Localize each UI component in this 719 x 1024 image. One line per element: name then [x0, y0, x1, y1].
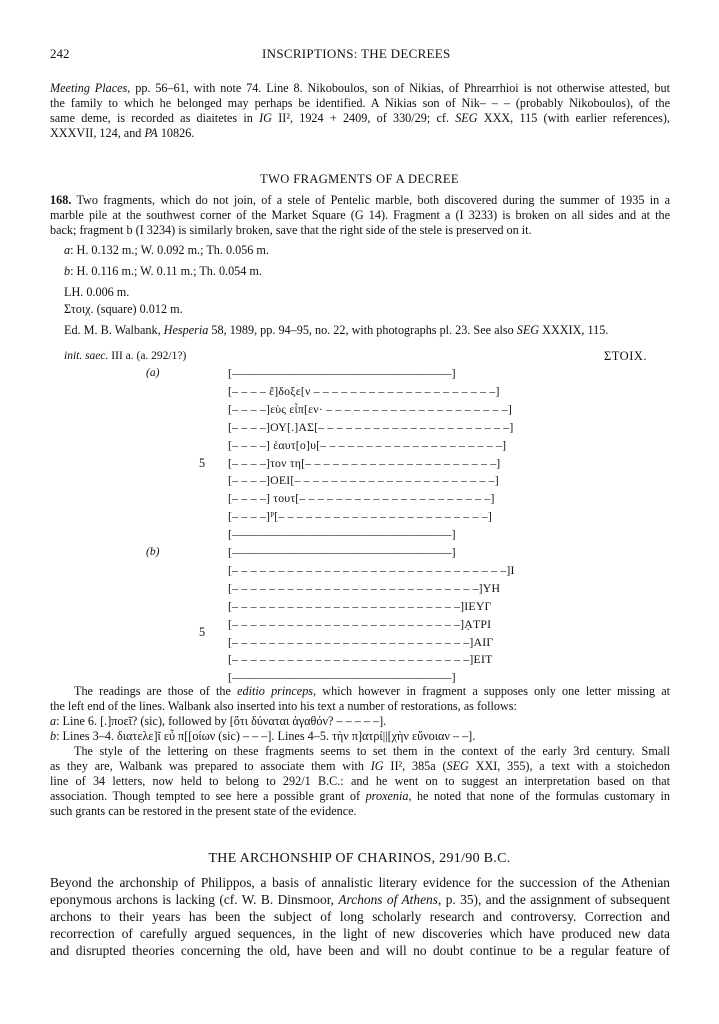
fragment-a-line: [––––––––––––––––––––––––––––––––––––]: [228, 527, 456, 542]
intro-line-3: same deme, is recorded as diaitetes in IG II², 1924 + 2409, of 330/29; cf. SEG XXX, 115 (with earlier references),: [50, 111, 670, 125]
charinos-line-5: and disrupted theories concerning the old, have been and will no doubt continue to be a regular feature of: [50, 943, 670, 958]
fragment-b-line: [– – – – – – – – – – – – – – – – – – – – – – – – –]ẠΤΡΙ: [228, 616, 492, 631]
letter-height: LH. 0.006 m.: [64, 285, 130, 299]
fragment-a-line: [– – – –]ΟΥ[.]ΑΣ[– – – – – – – – – – – – – – – – – – – – –]: [228, 419, 514, 434]
page-number: 242: [50, 46, 70, 61]
fragment-b-label: (b): [146, 546, 160, 558]
commentary-line-4: b: Lines 3–4. διατελε]ῖ εὖ π[[οίων (sic) – – –]. Lines 4–5. τὴν π]ατρί||[χὴν εὔνοιαν – –].: [50, 729, 476, 743]
fragment-a-line: [– – – –]εὺς εἶπ[εν· – – – – – – – – – – – – – – – – – – – –]: [228, 401, 513, 416]
fragment-b-line: [––––––––––––––––––––––––––––––––––––]: [228, 670, 456, 685]
fragment-b-line: [– – – – – – – – – – – – – – – – – – – – – – – – – – –]ΥΗ: [228, 580, 501, 595]
fragment-a-line: [– – – – ἔ]δοξε[ν – – – – – – – – – – – – – – – – – – – –]: [228, 383, 500, 398]
section-title-two-fragments: TWO FRAGMENTS OF A DECREE: [260, 172, 459, 186]
commentary-line-9: such grants can be restored in the present state of the evidence.: [50, 804, 357, 818]
section-title-charinos: THE ARCHONSHIP OF CHARINOS, 291/90 B.C.: [208, 851, 511, 866]
fragment-b-line: [––––––––––––––––––––––––––––––––––––]: [228, 545, 456, 559]
entry-168-line-1: 168. Two fragments, which do not join, of a stele of Pentelic marble, both discovered during the summer of 1935 in a: [50, 193, 670, 207]
fragment-a-line: [– – – –] ἑαυτ[ο]υ[– – – – – – – – – – – – – – – – – – – –]: [228, 437, 507, 452]
fragment-a-label: (a): [146, 367, 160, 379]
intro-line-4: XXXVII, 124, and PA 10826.: [50, 126, 195, 140]
fragment-a-line: [– – – –]τον τη[– – – – – – – – – – – – – – – – – – – – –]: [228, 455, 501, 470]
intro-line-2: the family to which he belonged may perhaps be identified. A Nikias son of Nik– – – (probably Nikoboulos), of the: [50, 96, 670, 110]
entry-168-line-3: back; fragment b (I 3234) is similarly broken, save that the right side of the stele is preserved on it.: [50, 223, 532, 237]
commentary-line-2: the left end of the lines. Walbank also inserted into his text a number of restorations, as follows:: [50, 699, 517, 713]
commentary-line-7: line of 34 letters, now held to belong to 292/1 B.C.: and he went on to suggest an interpretation based on that: [50, 774, 670, 788]
fragment-a-line: [––––––––––––––––––––––––––––––––––––]: [228, 366, 456, 380]
edition-reference: Ed. M. B. Walbank, Hesperia 58, 1989, pp. 94–95, no. 22, with photographs pl. 23. See also SEG XXXIX, 115.: [64, 323, 609, 337]
running-title: INSCRIPTIONS: THE DECREES: [262, 46, 451, 61]
charinos-line-4: recorrection of carefully argued sequences, in the light of new discoveries which have produced new data: [50, 926, 670, 941]
stoichedon-label: ΣΤΟΙΧ.: [604, 349, 648, 363]
charinos-line-1: Beyond the archonship of Philippos, a basis of annalistic literary evidence for the succession of the Athenian: [50, 875, 670, 890]
fragment-a-line: [– – – –]ᴾ[– – – – – – – – – – – – – – – – – – – – – – –]: [228, 509, 493, 524]
fragment-a-line-number-5: 5: [199, 456, 206, 470]
fragment-b-line: [– – – – – – – – – – – – – – – – – – – – – – – – – – – – – –]Ι: [228, 562, 515, 577]
charinos-line-2: eponymous archons is lacking (cf. W. B. Dinsmoor, Archons of Athens, p. 35), and the assignment of subsequent: [50, 892, 670, 907]
stoichedon-measure: Στοιχ. (square) 0.012 m.: [64, 302, 183, 316]
fragment-a-line: [– – – –] τουτ[– – – – – – – – – – – – – – – – – – – – –]: [228, 491, 495, 506]
commentary-line-3: a: Line 6. [.]ποεῖ? (sic), followed by [ὅτι δύναται ἀγαθόν? – – – – –].: [50, 714, 387, 728]
inscription-date: init. saec. III a. (a. 292/1?): [64, 350, 187, 362]
fragment-b-line-number-5: 5: [199, 625, 206, 639]
commentary-line-6: as they are, Walbank was prepared to associate them with IG II², 385a (SEG XXI, 355), a text with a stoichedon: [50, 759, 670, 773]
commentary-line-5: The style of the lettering on these fragments seems to set them in the context of the early 3rd century. Small: [74, 744, 670, 758]
fragment-b-line: [– – – – – – – – – – – – – – – – – – – – – – – – – –]ΑΙΓ: [228, 634, 494, 649]
intro-line-1: Meeting Places, pp. 56–61, with note 74. Line 8. Nikoboulos, son of Nikias, of Phrearrhioi is not otherwise attested, but: [50, 81, 670, 95]
measurement-b: b: H. 0.116 m.; W. 0.11 m.; Th. 0.054 m.: [64, 264, 262, 278]
fragment-b-line: [– – – – – – – – – – – – – – – – – – – – – – – – –]ΙΕΥΓ: [228, 598, 492, 613]
fragment-b-line: [– – – – – – – – – – – – – – – – – – – – – – – – – –]ΕΙΤ: [228, 652, 493, 667]
charinos-line-3: archons to their years has been the subject of long scholarly research and controversy. Correction and: [50, 909, 670, 924]
commentary-line-8: association. Though tempted to see here a possible grant of proxenia, he noted that none of the formulas customary in: [50, 789, 670, 803]
entry-168-line-2: marble pile at the southwest corner of the Market Square (G 14). Fragment a (I 3233) is broken on all sides and at the: [50, 208, 670, 222]
commentary-line-1: The readings are those of the editio princeps, which however in fragment a supposes only one letter missing at: [74, 684, 670, 698]
fragment-a-line: [– – – –]ΟΕΙ[– – – – – – – – – – – – – – – – – – – – – –]: [228, 473, 499, 488]
measurement-a: a: H. 0.132 m.; W. 0.092 m.; Th. 0.056 m.: [64, 243, 269, 257]
